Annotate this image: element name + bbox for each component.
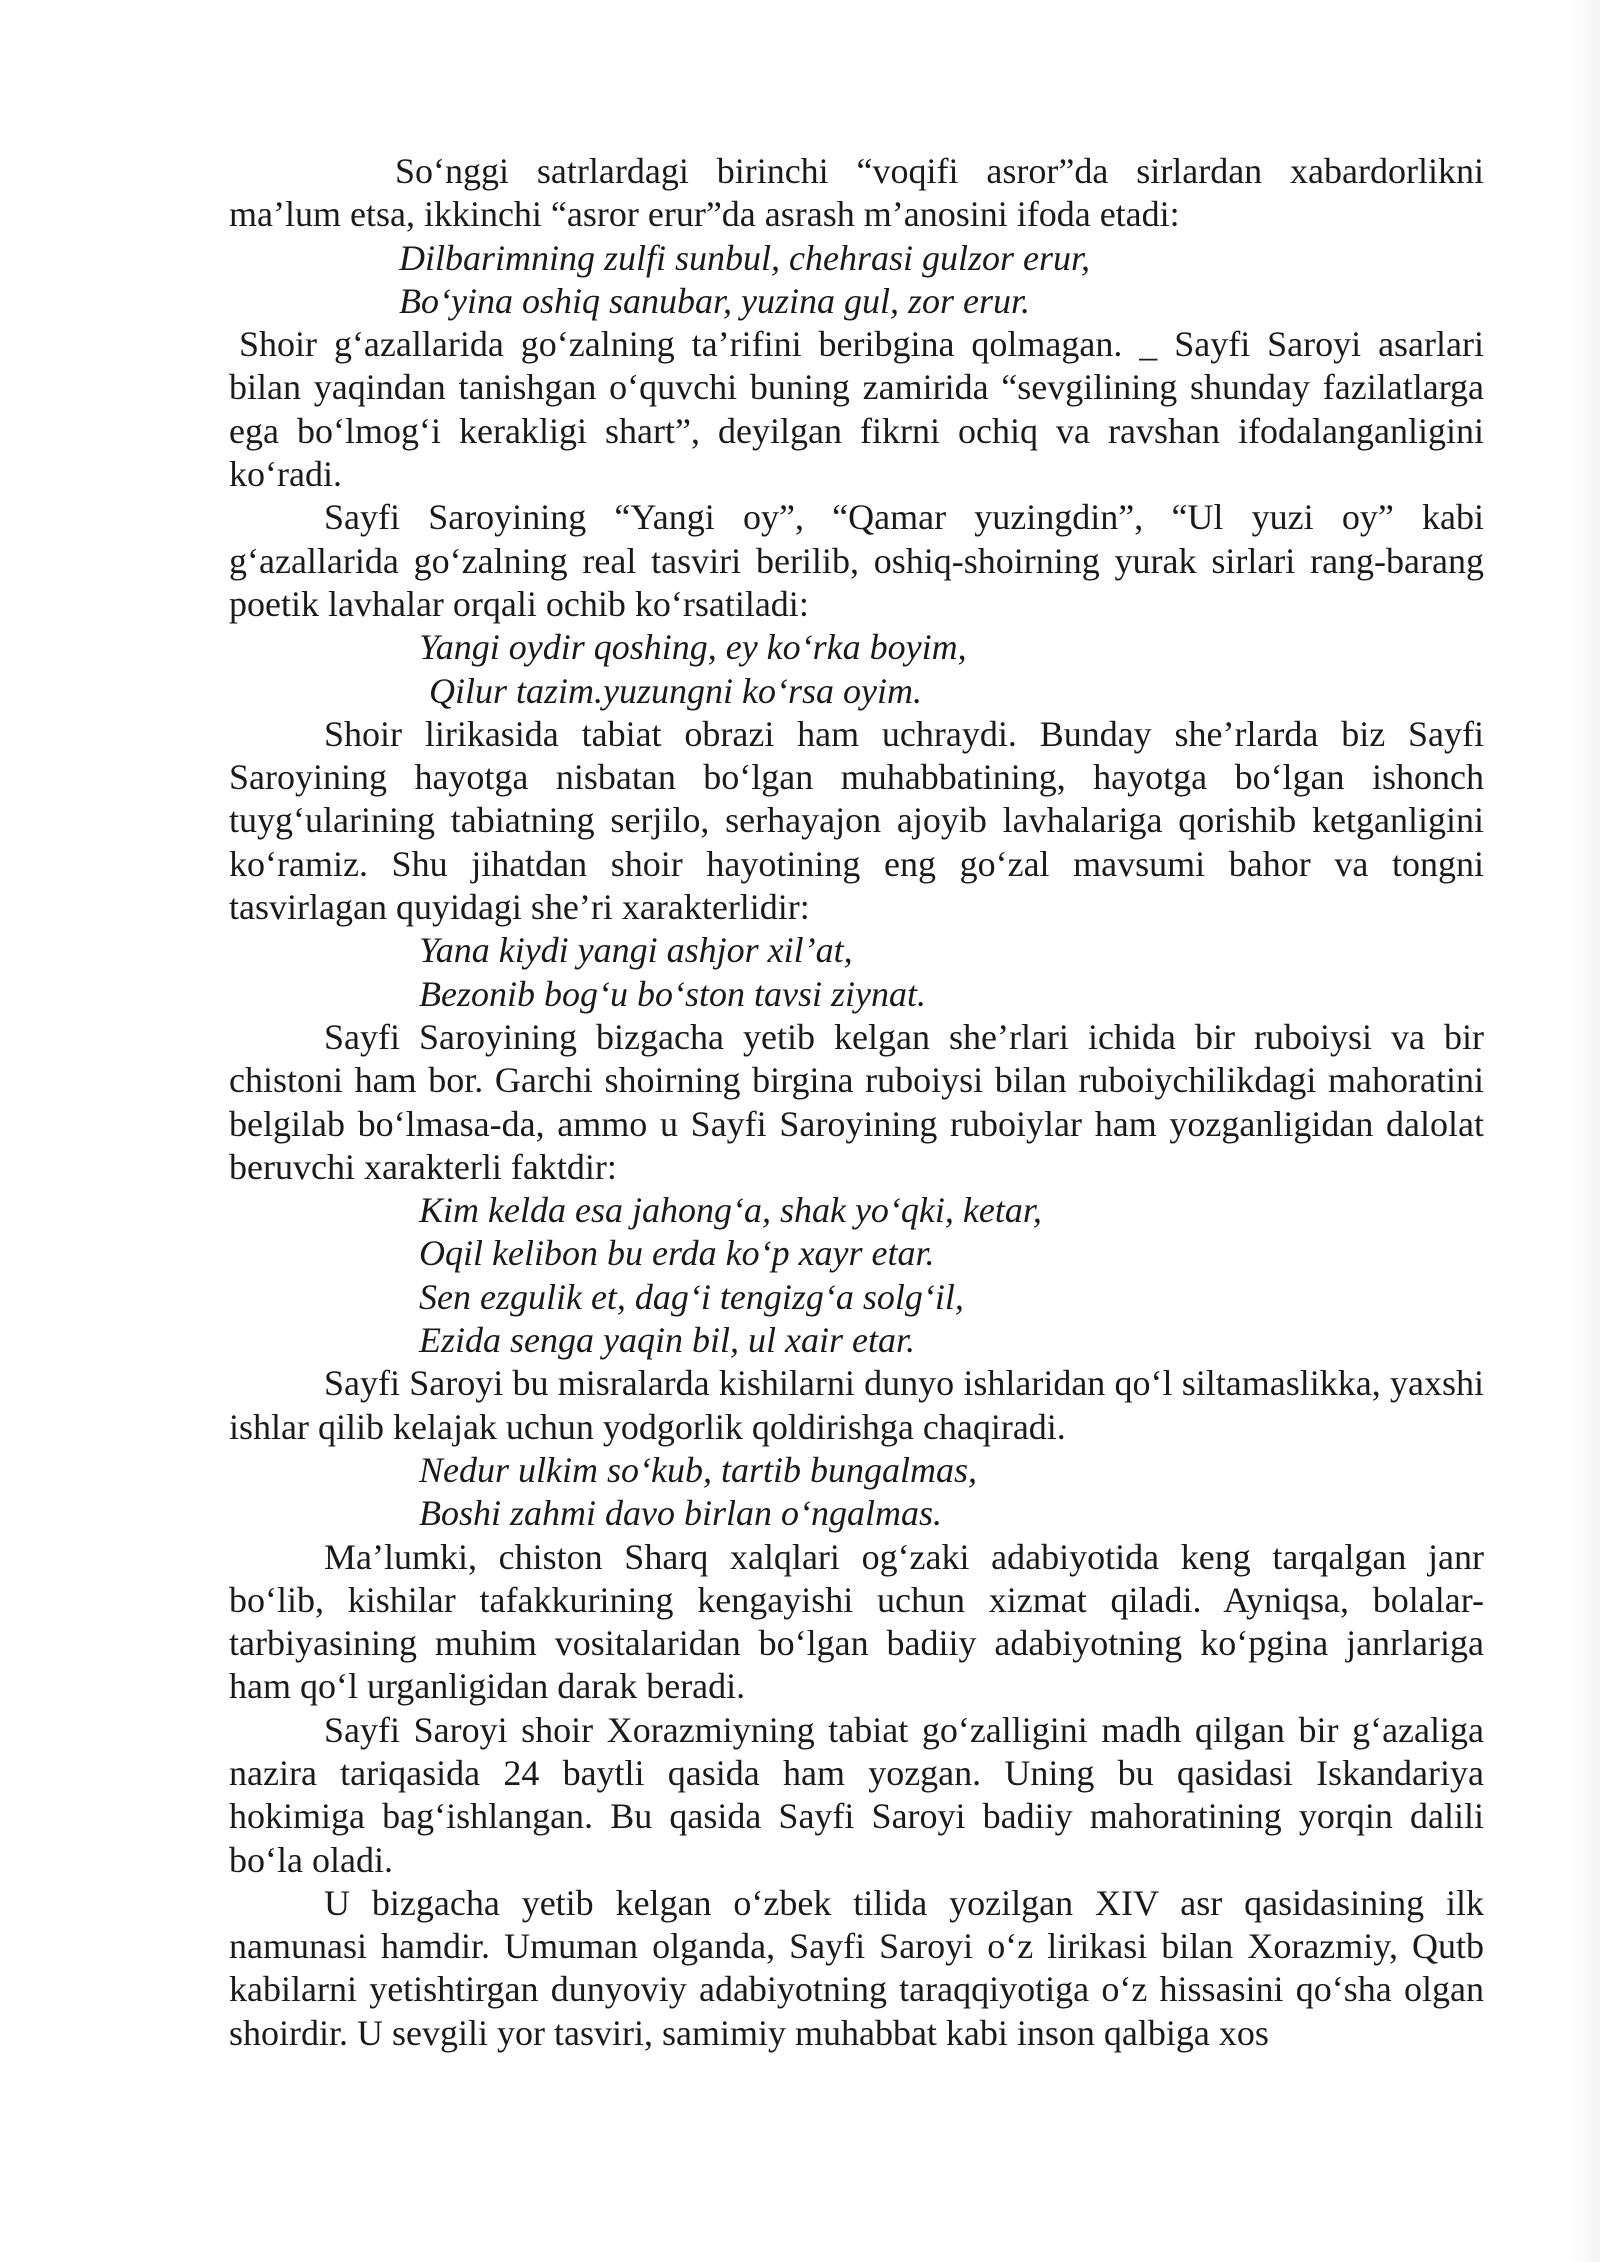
- paragraph: Sayfi Saroyi shoir Xorazmiyning tabiat go‘zalligini madh qilgan bir g‘azaliga nazira tariqasida 24 baytli qasida ham yozgan. Uning bu qasidasi Iskandariya hokimiga bag‘ishlangan. Bu qasida Sayfi Saroyi badiiy mahoratining yorqin dalili bo‘la oladi.: [229, 1709, 1484, 1880]
- verse-line: Nedur ulkim so‘kub, tartib bungalmas,: [419, 1449, 977, 1490]
- paragraph: Shoir g‘azallarida go‘zalning ta’rifini beribgina qolmagan. _ Sayfi Saroyi asarlari bilan yaqindan tanishgan o‘quvchi buning zamirida “sevgilining shunday fazilatlarga ega bo‘lmog‘i kerakligi shart”, deyilgan fikrni ochiq va ravshan ifodalanganligini ko‘radi.: [229, 324, 1484, 495]
- paragraph: U bizgacha yetib kelgan o‘zbek tilida yozilgan XIV asr qasidasining ilk namunasi hamdir. Umuman olganda, Sayfi Saroyi o‘z lirikasi bilan Xorazmiy, Qutb kabilarni yetishtirgan dunyoviy adabiyotning taraqqiyotiga o‘z hissasini qo‘sha olgan shoirdir. U sevgili yor tasviri, samimiy muhabbat kabi inson qalbiga xos: [229, 1882, 1484, 2053]
- verse-line: Bezonib bog‘u bo‘ston tavsi ziynat.: [419, 973, 926, 1014]
- verse-line: Yangi oydir qoshing, ey ko‘rka boyim,: [419, 627, 967, 668]
- paragraph: Sayfi Saroyining bizgacha yetib kelgan she’rlari ichida bir ruboiysi va bir chistoni ham bor. Garchi shoirning birgina ruboiysi bilan ruboiychilikdagi mahoratini belgilab bo‘lmasa-da, ammo u Sayfi Saroyining ruboiylar ham yozganligidan dalolat beruvchi xarakterli faktdir:: [229, 1016, 1484, 1187]
- verse-line: Dilbarimning zulfi sunbul, chehrasi gulzor erur,: [399, 237, 1091, 278]
- paragraph: Ma’lumki, chiston Sharq xalqlari og‘zaki adabiyotida keng tarqalgan janr bo‘lib, kishilar tafakkurining kengayishi uchun xizmat qiladi. Ayniqsa, bolalar-tarbiyasining muhim vositalaridan bo‘lgan badiiy adabiyotning ko‘pgina janrlariga ham qo‘l urganligidan darak beradi.: [229, 1536, 1484, 1707]
- verse-line: Oqil kelibon bu erda ko‘p xayr etar.: [419, 1233, 935, 1274]
- verse-line: Ezida senga yaqin bil, ul xair etar.: [419, 1320, 915, 1361]
- page-edge-shadow: [1570, 0, 1600, 2262]
- verse-line: Bo‘yina oshiq sanubar, yuzina gul, zor erur.: [399, 280, 1031, 321]
- verse-line: Boshi zahmi davo birlan o‘ngalmas.: [419, 1493, 943, 1534]
- verse-line: Yana kiydi yangi ashjor xil’at,: [419, 930, 853, 971]
- verse-line: Kim kelda esa jahong‘a, shak yo‘qki, ketar,: [419, 1190, 1042, 1231]
- paragraph: So‘nggi satrlardagi birinchi “voqifi asror”da sirlardan xabardorlikni ma’lum etsa, ikkinchi “asror erur”da asrash m’anosini ifoda etadi:: [229, 151, 1484, 235]
- paragraph: Sayfi Saroyi bu misralarda kishilarni dunyo ishlaridan qo‘l siltamaslikka, yaxshi ishlar qilib kelajak uchun yodgorlik qoldirishga chaqiradi.: [229, 1363, 1484, 1447]
- paragraph: Shoir lirikasida tabiat obrazi ham uchraydi. Bunday she’rlarda biz Sayfi Saroyining hayotga nisbatan bo‘lgan muhabbatining, hayotga bo‘lgan ishonch tuyg‘ularining tabiatning serjilo, serhayajon ajoyib lavhalariga qorishib ketganligini ko‘ramiz. Shu jihatdan shoir hayotining eng go‘zal mavsumi bahor va tongni tasvirlagan quyidagi she’ri xarakterlidir:: [229, 713, 1484, 928]
- verse-line: Qilur tazim.yuzungni ko‘rsa oyim.: [429, 670, 922, 711]
- verse-line: Sen ezgulik et, dag‘i tengizg‘a solg‘il,: [419, 1276, 964, 1317]
- paragraph: Sayfi Saroyining “Yangi oy”, “Qamar yuzingdin”, “Ul yuzi oy” kabi g‘azallarida go‘zalning real tasviri berilib, oshiq-shoirning yurak sirlari rang-barang poetik lavhalar orqali ochib ko‘rsatiladi:: [229, 497, 1484, 624]
- document-page: [229, 150, 1484, 2055]
